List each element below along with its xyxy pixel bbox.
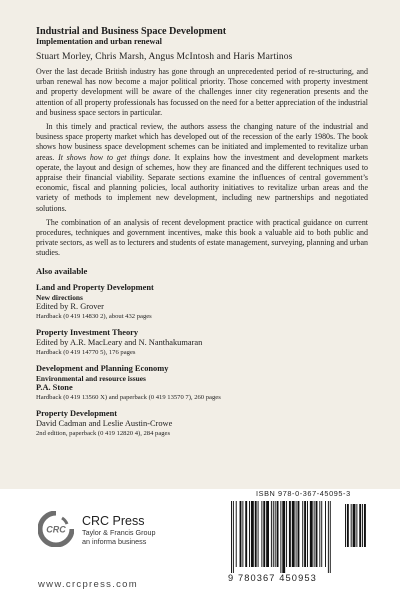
- barcode-bar: [282, 501, 285, 573]
- barcode-bar: [273, 501, 274, 567]
- barcode-bar: [321, 501, 322, 567]
- barcode-bar: [351, 504, 352, 547]
- barcode: [230, 501, 342, 573]
- back-cover-content: [36, 26, 368, 438]
- publisher-website: www.crcpress.com: [38, 579, 138, 590]
- related-book-4: [36, 409, 368, 438]
- barcode-bar: [307, 501, 308, 567]
- related-book-3: [36, 364, 368, 402]
- blurb-paragraph-1: Over the last decade British industry has gone through an unprecedented period of re-structuring, and urban renewal has now become a major political priority. Those concerned with property investment and property development will be aware of the challenges inner city regeneration presents and the attention of all property professionals has focussed on the need for a better appreciation of the industrial and business space sectors in particular.: [36, 67, 368, 117]
- barcode-bar: [275, 501, 276, 567]
- barcode-bar: [328, 501, 329, 573]
- barcode-bar: [314, 501, 315, 567]
- barcode-bar: [316, 501, 318, 567]
- blurb-emphasis: It shows how to get things done.: [58, 152, 171, 162]
- related-book-details: 2nd edition, paperback (0 419 12820 4), 284 pages: [36, 429, 171, 437]
- barcode-bar: [292, 501, 295, 567]
- related-book-details: Hardback (0 419 14830 2), about 432 pages: [36, 312, 152, 320]
- barcode-bar: [277, 501, 279, 567]
- related-book-authors: David Cadman and Leslie Austin-Crowe: [36, 418, 173, 428]
- barcode-bar: [298, 501, 300, 567]
- barcode-bar: [330, 501, 331, 573]
- related-book-editor: Edited by R. Grover: [36, 301, 104, 311]
- barcode-addon: [344, 504, 366, 553]
- barcode-bar: [347, 504, 349, 547]
- barcode-bar: [258, 501, 259, 567]
- related-book-title: Property Development: [36, 408, 118, 418]
- related-book-details: Hardback (0 419 13560 X) and paperback (0 419 13570 7), 260 pages: [36, 393, 221, 401]
- barcode-bar: [266, 501, 269, 567]
- barcode-bar: [310, 501, 313, 567]
- barcode-bar: [263, 501, 265, 567]
- logo-text: CRC: [46, 524, 66, 535]
- isbn-label: ISBN 978-0-367-45095-3: [256, 489, 351, 498]
- publisher-footer: [0, 489, 400, 600]
- related-book-1: [36, 283, 368, 321]
- barcode-bar: [236, 501, 237, 567]
- related-book-details: Hardback (0 419 14770 5), 176 pages: [36, 348, 136, 356]
- barcode-bar: [286, 501, 287, 567]
- related-book-title: Property Investment Theory: [36, 327, 139, 337]
- barcode-bar: [231, 501, 232, 573]
- barcode-bar: [242, 501, 243, 567]
- barcode-bar: [319, 501, 320, 567]
- related-book-subtitle: New directions: [36, 292, 83, 302]
- barcode-bar: [249, 501, 250, 567]
- related-book-subtitle: Environmental and resource issues: [36, 373, 146, 383]
- book-subtitle: Implementation and urban renewal: [36, 37, 162, 46]
- barcode-bar: [251, 501, 254, 567]
- barcode-bar: [255, 501, 257, 567]
- crc-press-logo: [38, 511, 74, 547]
- book-authors: Stuart Morley, Chris Marsh, Angus McIntosh and Haris Martinos: [36, 51, 293, 62]
- publisher-info: [82, 515, 156, 546]
- related-book-editor: Edited by A.R. MacLeary and N. Nanthakumaran: [36, 337, 203, 347]
- isbn-number: 9 780367 450953: [228, 573, 317, 583]
- barcode-bar: [325, 501, 326, 567]
- blurb-paragraph-2: [36, 122, 368, 214]
- barcode-bar: [353, 504, 356, 547]
- barcode-bar: [289, 501, 291, 567]
- related-book-title: Development and Planning Economy: [36, 363, 169, 373]
- barcode-bar: [261, 501, 262, 567]
- barcode-bar: [364, 504, 366, 547]
- barcode-bar: [345, 504, 346, 547]
- barcode-bar: [280, 501, 281, 573]
- barcode-bar: [245, 501, 247, 567]
- related-book-author: P.A. Stone: [36, 382, 73, 392]
- barcode-bar: [233, 501, 234, 573]
- barcode-bar: [240, 501, 242, 567]
- isbn-barcode-block: [228, 489, 368, 589]
- barcode-bar: [296, 501, 297, 567]
- barcode-bar: [302, 501, 303, 567]
- barcode-bar: [356, 504, 357, 547]
- book-title: Industrial and Business Space Development: [36, 26, 227, 37]
- blurb-paragraph-2-end: It explains how the investment and development markets operate, the layout and design of schemes, how they are financed and the different techniques used to appraise their financial viability. Separate sections examine the influences of central government’s economic, fiscal and planning policies, local authority initiatives to revitalize urban areas and the variety of methods to implement new development, including new partnerships and negotiated solutions.: [36, 152, 368, 213]
- blurb-paragraph-2-start: In this timely and practical review, the authors assess the changing nature of the industrial and business space property market which has developed out of the recession of the early 1980s. The book shows how business space development schemes can be initiated and implemented to revitalize urban areas.: [36, 122, 368, 162]
- publisher-name: CRC Press: [82, 514, 145, 528]
- blurb-paragraph-3: The combination of an analysis of recent development practice with practical guidance on current procedures, techniques and government incentives, make this book a valuable aid to both public and private sectors, as well as to lecturers and students of estate management, surveying, planning and urban studies.: [36, 217, 368, 258]
- barcode-bar: [271, 501, 272, 567]
- barcode-bar: [304, 501, 306, 567]
- publisher-company: an informa business: [82, 537, 147, 546]
- related-book-2: [36, 328, 368, 357]
- barcode-bar: [359, 504, 361, 547]
- related-book-title: Land and Property Development: [36, 282, 154, 292]
- also-available-heading: Also available: [36, 265, 88, 276]
- logo-ring-inner: [62, 518, 67, 524]
- barcode-bar: [362, 504, 363, 547]
- publisher-group: Taylor & Francis Group: [82, 528, 156, 537]
